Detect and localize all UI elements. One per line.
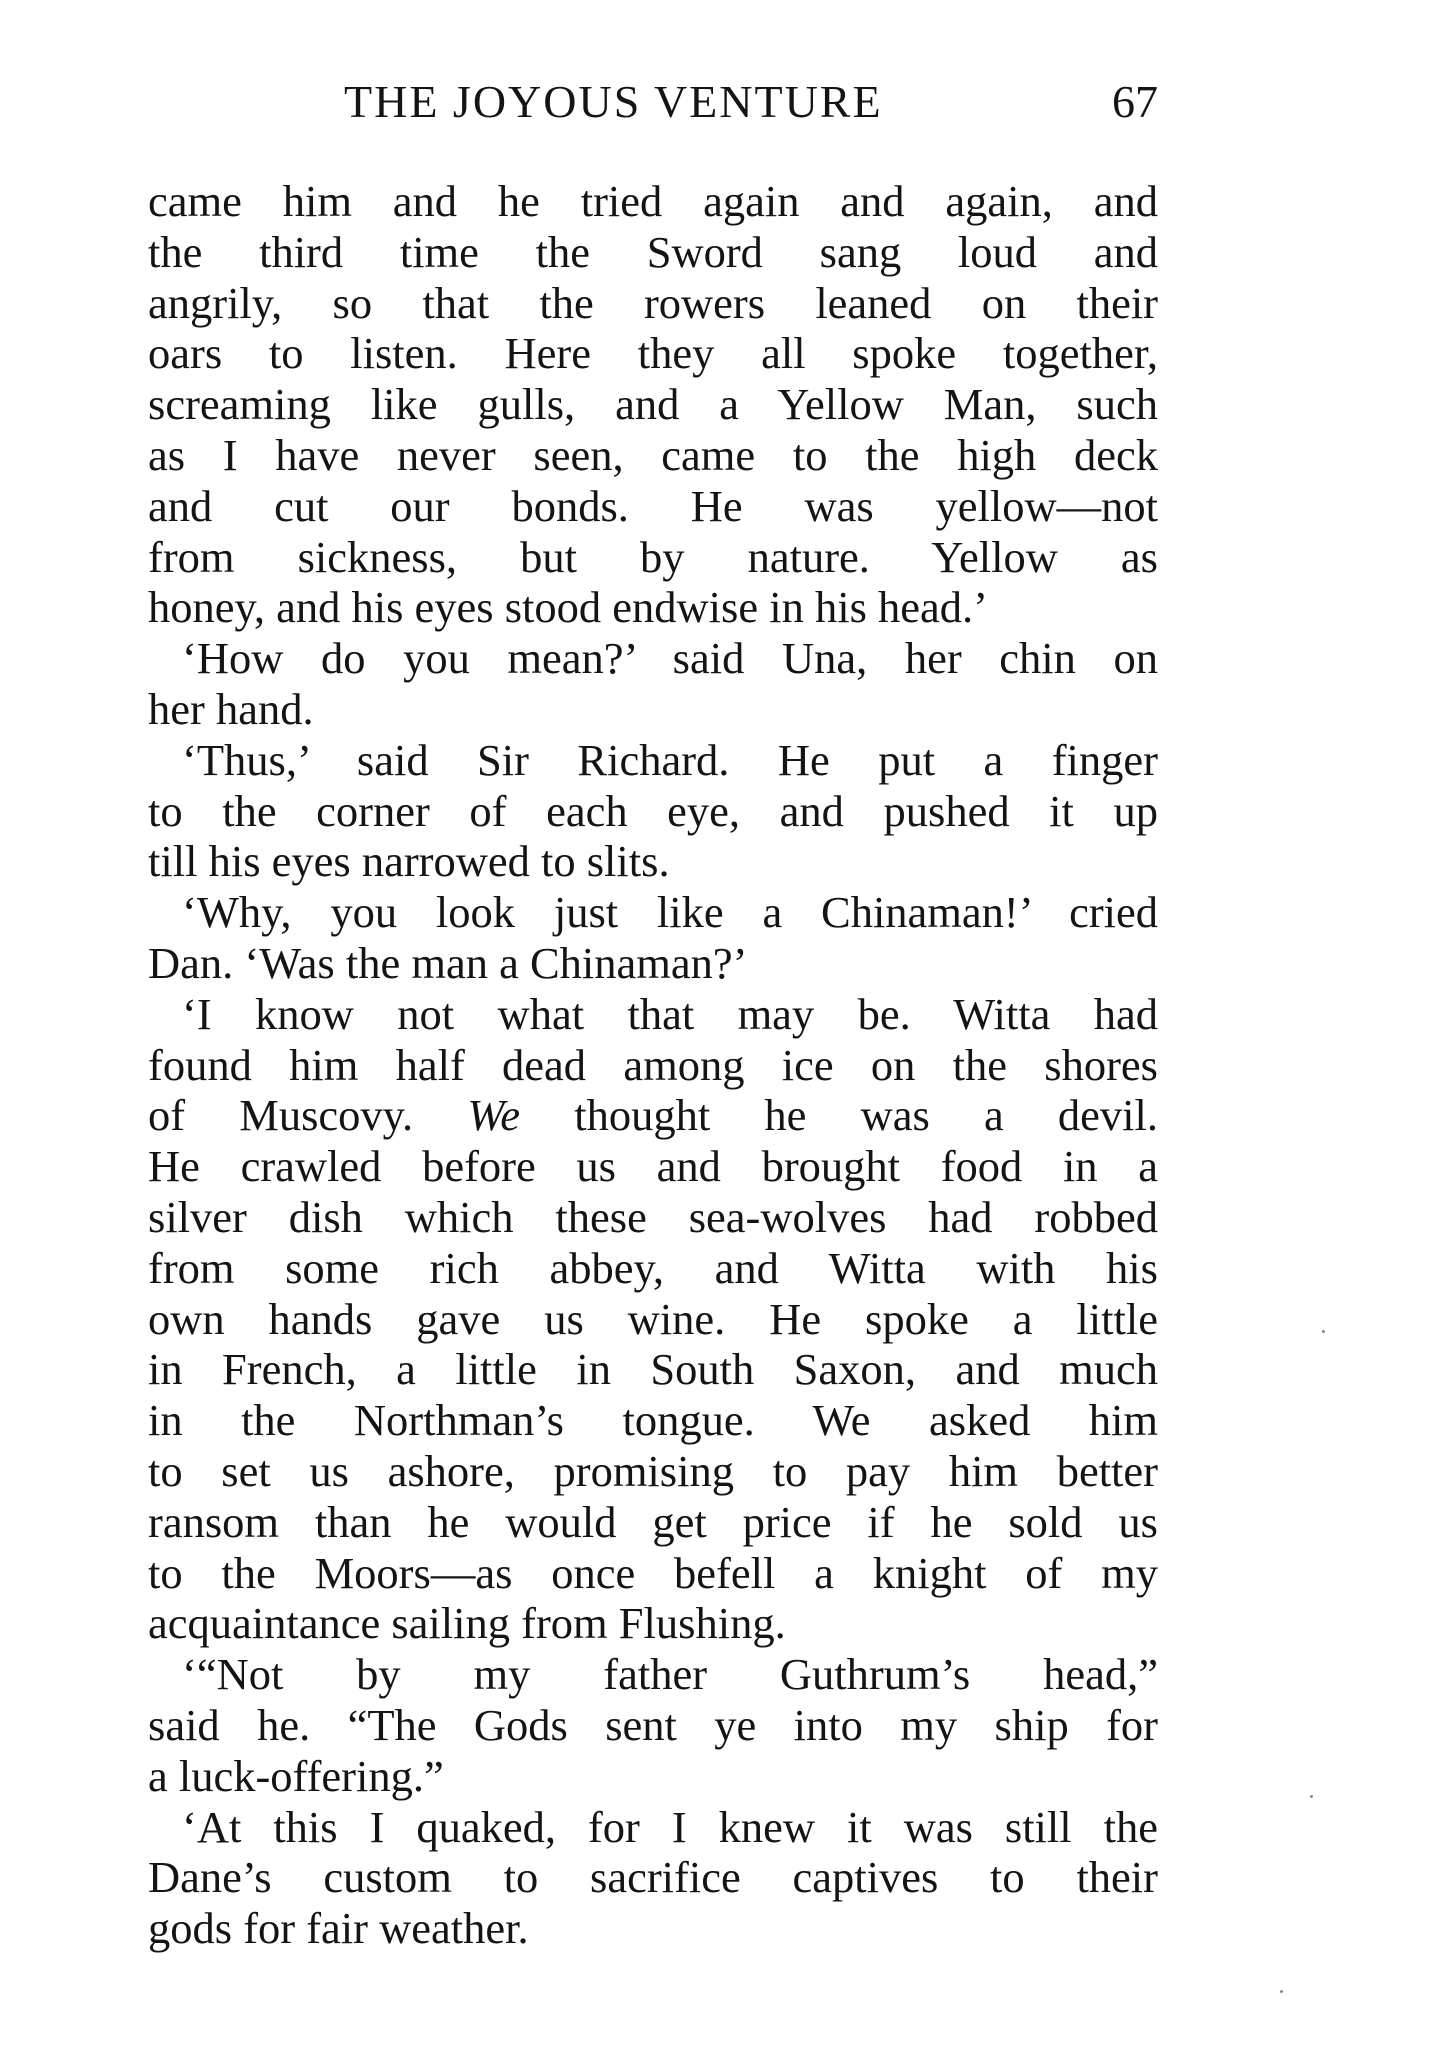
text-line: her hand. xyxy=(148,683,314,734)
text-line: ‘“Not by my father Guthrum’s head,” xyxy=(182,1649,1158,1700)
running-head xyxy=(148,72,1158,132)
text-line: a luck-offering.” xyxy=(148,1750,444,1801)
text-line: in the Northman’s tongue. We asked him xyxy=(148,1395,1158,1446)
text-line: found him half dead among ice on the shores xyxy=(148,1039,1158,1090)
text-line: said he. “The Gods sent ye into my ship for xyxy=(148,1699,1158,1750)
text-line: to the corner of each eye, and pushed it up xyxy=(148,785,1158,836)
text-line: oars to listen. Here they all spoke together, xyxy=(148,328,1158,379)
emphasis: We xyxy=(467,1090,521,1141)
text-line: till his eyes narrowed to slits. xyxy=(148,836,670,887)
text-line: acquaintance sailing from Flushing. xyxy=(148,1598,786,1649)
text-line: of Muscovy. We thought he was a devil. xyxy=(148,1090,1158,1141)
text-line: honey, and his eyes stood endwise in his head.’ xyxy=(148,582,988,633)
text-line: the third time the Sword sang loud and xyxy=(148,226,1158,277)
text-line: from sickness, but by nature. Yellow as xyxy=(148,531,1158,582)
text-line: angrily, so that the rowers leaned on their xyxy=(148,277,1158,328)
text-line: to the Moors—as once befell a knight of my xyxy=(148,1547,1158,1598)
text-line: own hands gave us wine. He spoke a little xyxy=(148,1293,1158,1344)
text-line: to set us ashore, promising to pay him better xyxy=(148,1445,1158,1496)
paper-speck xyxy=(1322,1330,1325,1333)
text-line: gods for fair weather. xyxy=(148,1903,529,1954)
body-text xyxy=(148,176,1158,1954)
text-line: Dan. ‘Was the man a Chinaman?’ xyxy=(148,937,748,988)
text-line: from some rich abbey, and Witta with his xyxy=(148,1242,1158,1293)
paper-speck xyxy=(1280,1990,1283,1993)
text-line: in French, a little in South Saxon, and much xyxy=(148,1344,1158,1395)
text-line: ‘Why, you look just like a Chinaman!’ cried xyxy=(182,887,1158,938)
text-line: screaming like gulls, and a Yellow Man, such xyxy=(148,379,1158,430)
text-line: and cut our bonds. He was yellow—not xyxy=(148,480,1158,531)
text-line: ‘How do you mean?’ said Una, her chin on xyxy=(182,633,1158,684)
text-line: ransom than he would get price if he sold us xyxy=(148,1496,1158,1547)
running-title: THE JOYOUS VENTURE xyxy=(344,76,883,127)
text-line: ‘Thus,’ said Sir Richard. He put a finger xyxy=(182,734,1158,785)
text-line: came him and he tried again and again, and xyxy=(148,176,1158,226)
text-line: ‘At this I quaked, for I knew it was still the xyxy=(182,1801,1158,1852)
text-line: Dane’s custom to sacrifice captives to their xyxy=(148,1852,1158,1903)
text-line: ‘I know not what that may be. Witta had xyxy=(182,988,1158,1039)
text-line: silver dish which these sea-wolves had robbed xyxy=(148,1191,1158,1242)
page-number: 67 xyxy=(1112,76,1158,127)
text-line: He crawled before us and brought food in a xyxy=(148,1141,1158,1192)
text-line: as I have never seen, came to the high deck xyxy=(148,429,1158,480)
paper-speck xyxy=(1310,1795,1313,1798)
